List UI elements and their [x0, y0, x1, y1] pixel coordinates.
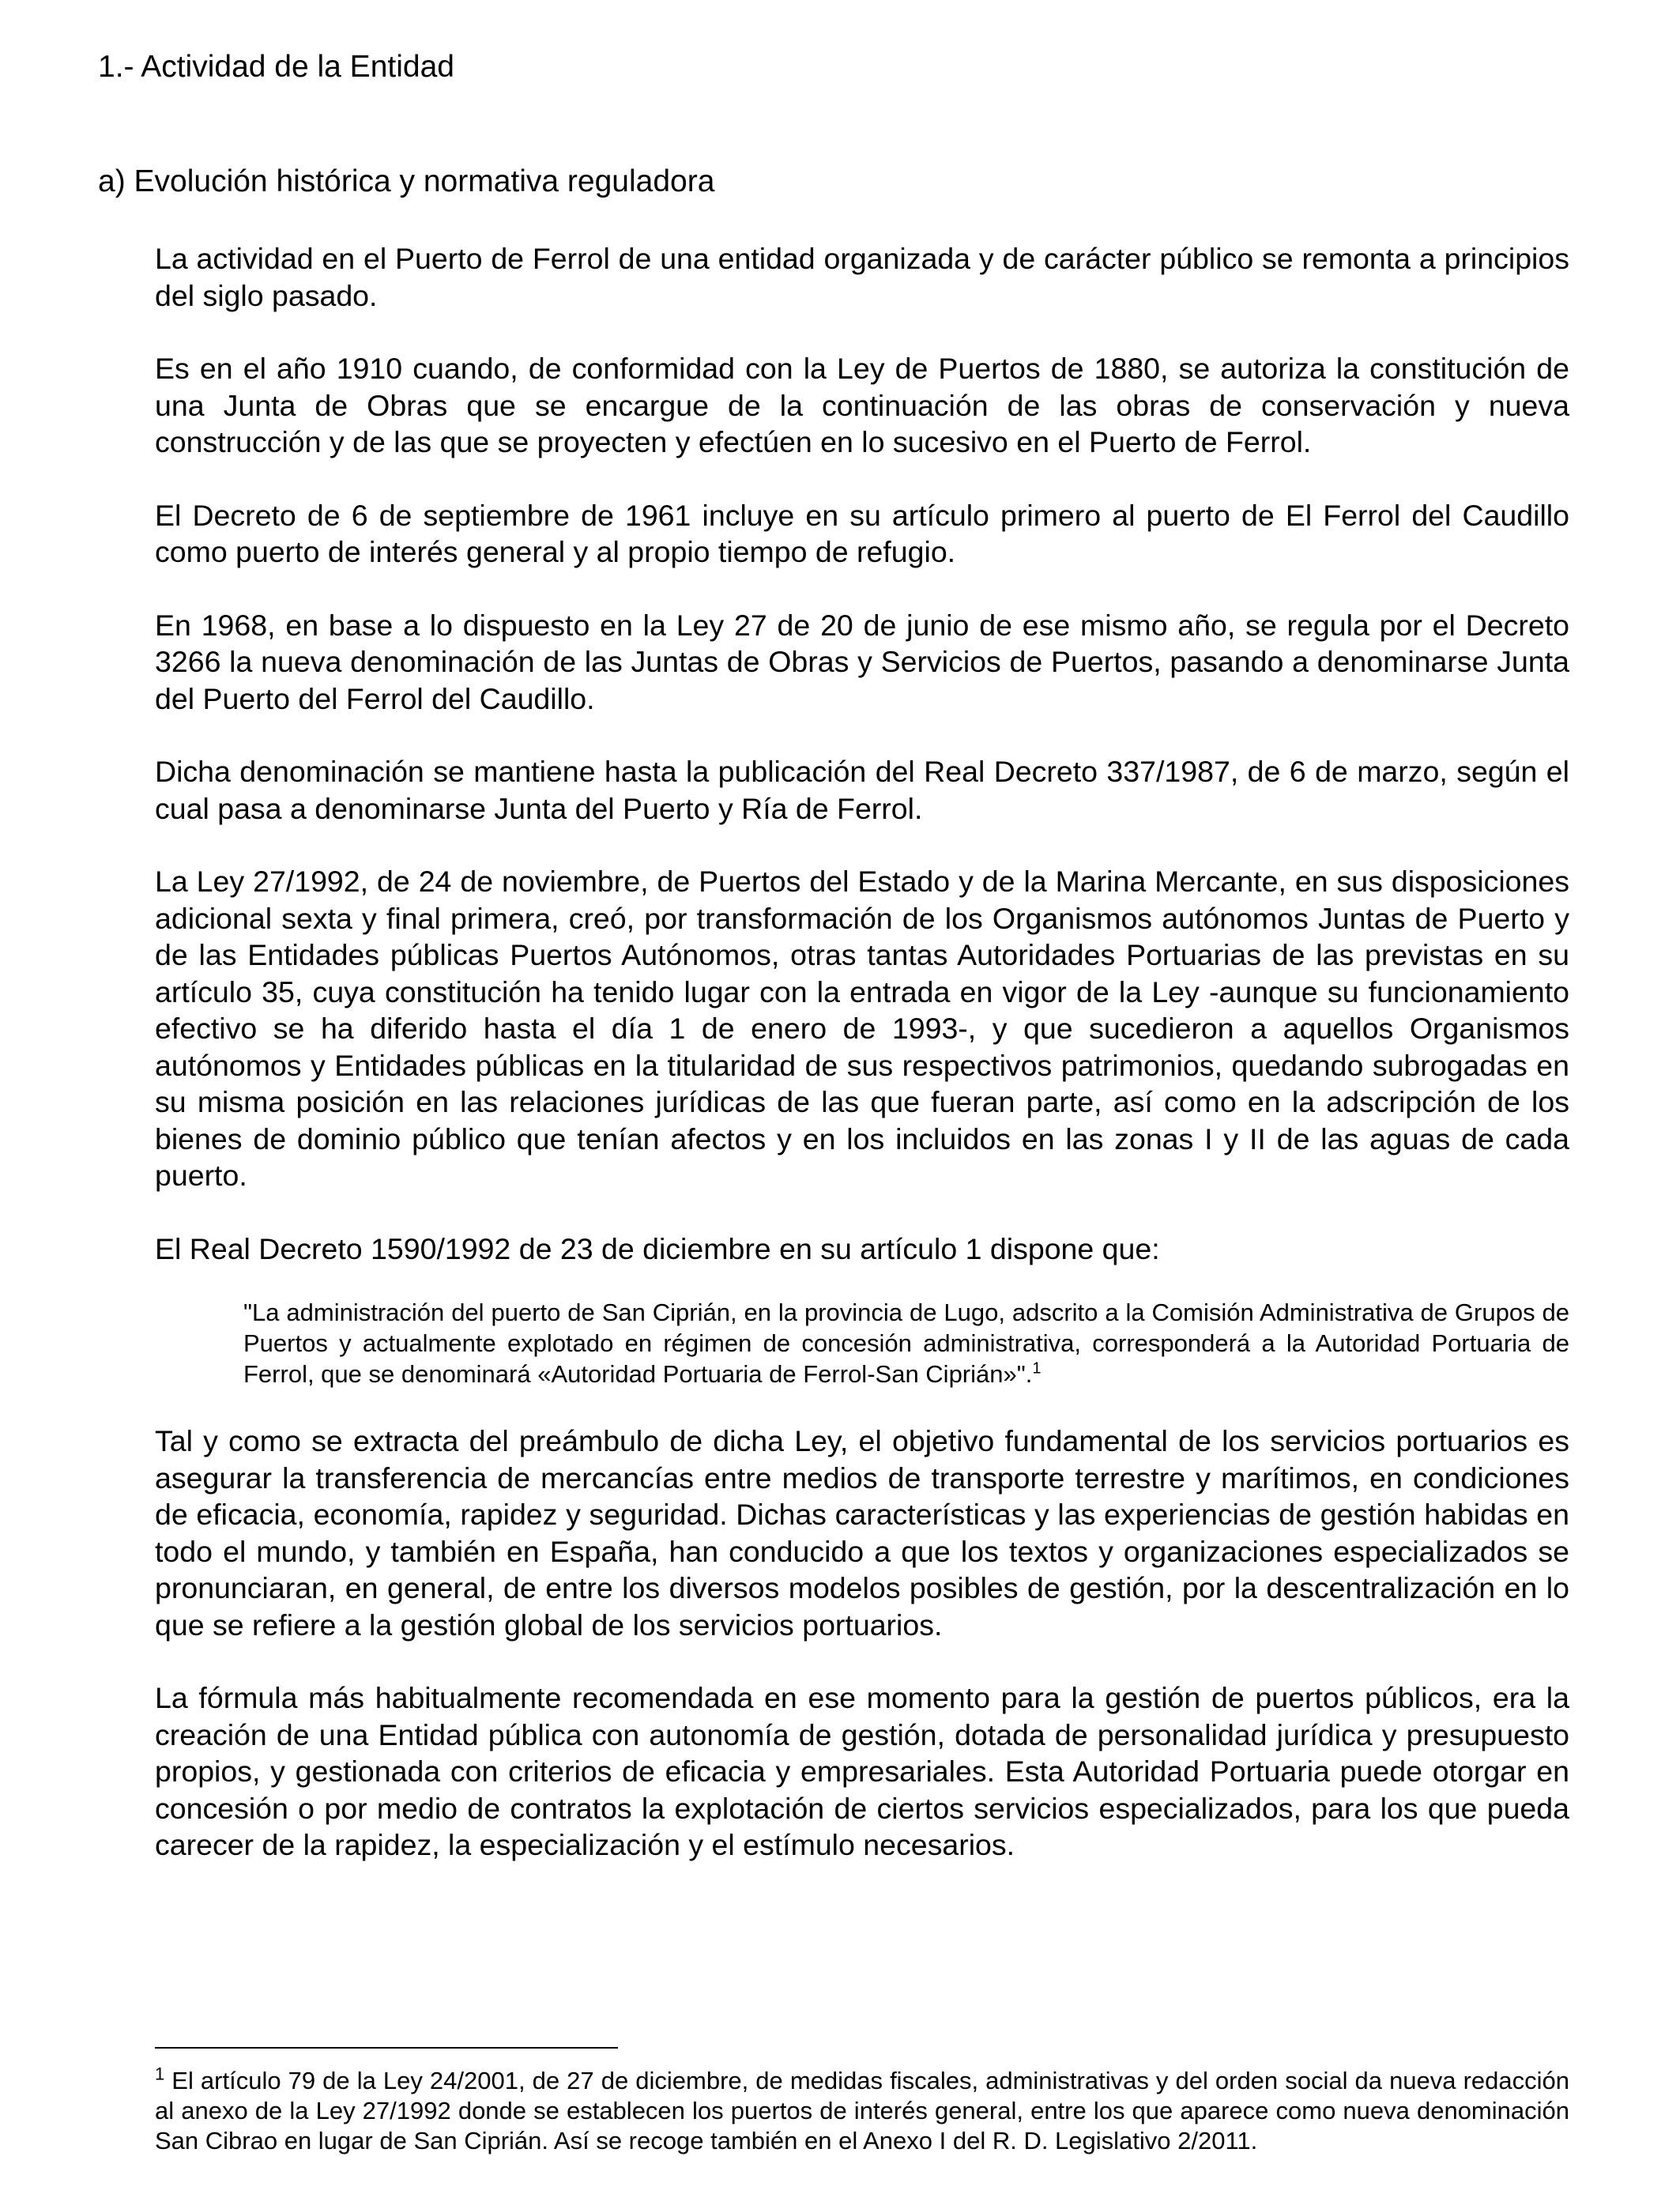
subsection-heading: a) Evolución histórica y normativa reguladora [98, 164, 715, 198]
footnote [155, 2066, 1569, 2156]
section-heading: 1.- Actividad de la Entidad [98, 50, 454, 84]
paragraph: Es en el año 1910 cuando, de conformidad con la Ley de Puertos de 1880, se autoriza la constitución de una Junta de Obras que se encargue de la continuación de las obras de conservación y nueva construcción y de las que se proyecten y efectúen en lo sucesivo en el Puerto de Ferrol. [155, 352, 1569, 458]
quote-text: "La administración del puerto de San Ciprián, en la provincia de Lugo, adscrito a la Comisión Administrativa de Grupos de Puertos y actualmente explotado en régimen de concesión administrativa, corresponderá a la Autoridad Portuaria de Ferrol, que se denominará «Autoridad Portuaria de Ferrol-San Ciprián»". [243, 1299, 1569, 1388]
paragraph: La fórmula más habitualmente recomendada en ese momento para la gestión de puertos públicos, era la creación de una Entidad pública con autonomía de gestión, dotada de personalidad jurídica y presupuesto propios, y gestionada con criterios de eficacia y empresariales. Esta Autoridad Portuaria puede otorgar en concesión o por medio de contratos la explotación de ciertos servicios especializados, para los que pueda carecer de la rapidez, la especialización y el estímulo necesarios. [155, 1681, 1569, 1861]
body-text [155, 240, 1569, 1900]
paragraph: Tal y como se extracta del preámbulo de dicha Ley, el objetivo fundamental de los servicios portuarios es asegurar la transferencia de mercancías entre medios de transporte terrestre y marítimos, en condiciones de eficacia, economía, rapidez y seguridad. Dichas características y las experiencias de gestión habidas en todo el mundo, y también en España, han conducido a que los textos y organizaciones especializados se pronunciaran, en general, de entre los diversos modelos posibles de gestión, por la descentralización en lo que se refiere a la gestión global de los servicios portuarios. [155, 1424, 1569, 1642]
paragraph: En 1968, en base a lo dispuesto en la Ley 27 de 20 de junio de ese mismo año, se regula por el Decreto 3266 la nueva denominación de las Juntas de Obras y Servicios de Puertos, pasando a denominarse Junta del Puerto del Ferrol del Caudillo. [155, 608, 1569, 715]
block-quote [243, 1297, 1569, 1389]
paragraph: El Decreto de 6 de septiembre de 1961 incluye en su artículo primero al puerto de El Ferrol del Caudillo como puerto de interés general y al propio tiempo de refugio. [155, 498, 1569, 568]
paragraph: Dicha denominación se mantiene hasta la publicación del Real Decreto 337/1987, de 6 de marzo, según el cual pasa a denominarse Junta del Puerto y Ría de Ferrol. [155, 755, 1569, 825]
paragraph: La Ley 27/1992, de 24 de noviembre, de Puertos del Estado y de la Marina Mercante, en sus disposiciones adicional sexta y final primera, creó, por transformación de los Organismos autónomos Juntas de Puerto y de las Entidades públicas Puertos Autónomos, otras tantas Autoridades Portuarias de las previstas en su artículo 35, cuya constitución ha tenido lugar con la entrada en vigor de la Ley -aunque su funcionamiento efectivo se ha diferido hasta el día 1 de enero de 1993-, y que sucedieron a aquellos Organismos autónomos y Entidades públicas en la titularidad de sus respectivos patrimonios, quedando subrogadas en su misma posición en las relaciones jurídicas de las que fueran parte, así como en la adscripción de los bienes de dominio público que tenían afectos y en los incluidos en las zonas I y II de las aguas de cada puerto. [155, 865, 1569, 1192]
paragraph: El Real Decreto 1590/1992 de 23 de diciembre en su artículo 1 dispone que: [155, 1231, 1160, 1265]
footnote-number: 1 [155, 2064, 165, 2084]
paragraph: La actividad en el Puerto de Ferrol de una entidad organizada y de carácter público se remonta a principios del siglo pasado. [155, 242, 1569, 312]
footnote-reference[interactable]: 1 [1032, 1359, 1042, 1378]
footnote-text: El artículo 79 de la Ley 24/2001, de 27 de diciembre, de medidas fiscales, administrativas y del orden social da nueva redacción al anexo de la Ley 27/1992 donde se establecen los puertos de interés general, entre los que aparece como nueva denominación San Cibrao en lugar de San Ciprián. Así se recoge también en el Anexo I del R. D. Legislativo 2/2011. [155, 2067, 1569, 2154]
footnote-separator [155, 2047, 618, 2049]
